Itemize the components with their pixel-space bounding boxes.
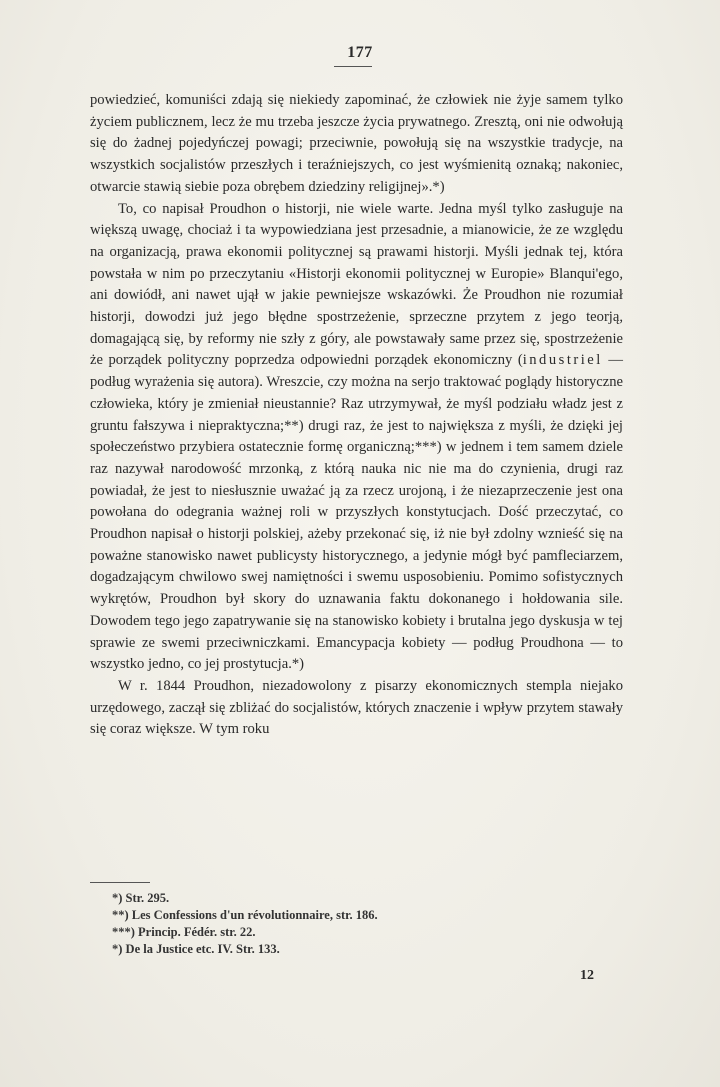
paragraph-1: powiedzieć, komuniści zdają się niekiedy zapominać, że człowiek nie żyje samem tylko życiem publicznem, lecz że mu trzeba jeszcze życia prywatnego. Zresztą, oni nie odwołują się do żadnej pojedyńczej powagi; przeciwnie, powołują się na wszystkie tradycje, na wszystkich socjalistów przeszłych i teraźniejszych, co jest wyśmienitą oznaką; nakoniec, otwarcie stawią siebie poza obrębem dziedziny religijnej».*) [90,92,623,195]
signature-mark: 12 [580,968,594,983]
footnote-rule [90,882,150,883]
page-number-underline [334,66,372,67]
footnote-4: *) De la Justice etc. IV. Str. 133. [112,942,280,956]
paragraph-2-part-1: To, co napisał Proudhon o historji, nie wiele warte. Jedna myśl tylko zasługuje na większą uwagę, chociaż i ta wypowiedziana jest przesadnie, a mianowicie, że ze względu na organizacją, prawa ekonomii politycznej są prawami historji. Myśli jednak tej, która powstała w nim po przeczytaniu «Historji ekonomii politycznej w Europie» Blanqui'ego, ani dowiódł, ani nawet ujął w jakie pewniejsze wskazówki. Że Proudhon nie rozumiał historji, dowodzi już jego błędne spostrzeżenie, sprzeczne przytem z jego teorją, domagającą się, by reformy nie szły z góry, ale powstawały same przez się, spostrzeżenie że porządek polityczny poprzedza odpowiedni porządek ekonomiczny ( [90,200,623,369]
footnote-3: ***) Princip. Fédér. str. 22. [112,925,256,939]
paragraph-2 [90,199,623,676]
spaced-term: industriel [522,352,603,369]
paragraph-3: W r. 1844 Proudhon, niezadowolony z pisarzy ekonomicznych stempla niejako urzędowego, zaczął się zbliżać do socjalistów, których znaczenie i wpływ przytem stawały się coraz większe. W tym roku [90,677,623,738]
footnote-1: *) Str. 295. [112,891,170,905]
body-text [90,90,623,741]
paragraph-2-part-2: — podług wyrażenia się autora). Wreszcie, czy można na serjo traktować poglądy historyczne człowieka, który je zmieniał nieustannie? Raz utrzymywał, że myśl podziału władz jest z gruntu fałszywa i niepraktyczna;**) drugi raz, że jest to największa z myśli, że dzięki jej społeczeństwo przybiera ostatecznie formę organiczną;***) w jednem i tem samem dziele raz nazywał narodowość mrzonką, z którą nauka nic nie ma do czynienia, drugi raz powiadał, że jest to niesłusznie uważać ją za rzecz urojoną, i że niezaprzeczenie jest ona powołana do odegrania ważnej roli w przyszłych konstytucjach. Dość przeczytać, co Proudhon napisał o historji polskiej, ażeby przekonać się, iż nie był zdolny wznieść się na poważne stanowisko nawet publicysty historycznego, a jedynie mógł być pamfleciarzem, dogadzającym chwilowo swej namiętności i swemu usposobieniu. Pomimo sofistycznych wykrętów, Proudhon był skory do uznawania faktu dokonanego i hołdowania sile. Dowodem tego jego zapatrywanie się na stanowisko kobiety i brutalna jego dyskusja w tej sprawie ze swemi przeciwniczkami. Emancypacja kobiety — podług Proudhona — to wszystko jedno, co jej prostytucja.*) [90,352,623,673]
footnote-2: **) Les Confessions d'un révolutionnaire, str. 186. [112,908,378,922]
footnotes [112,890,532,958]
page-number: 177 [347,44,373,61]
